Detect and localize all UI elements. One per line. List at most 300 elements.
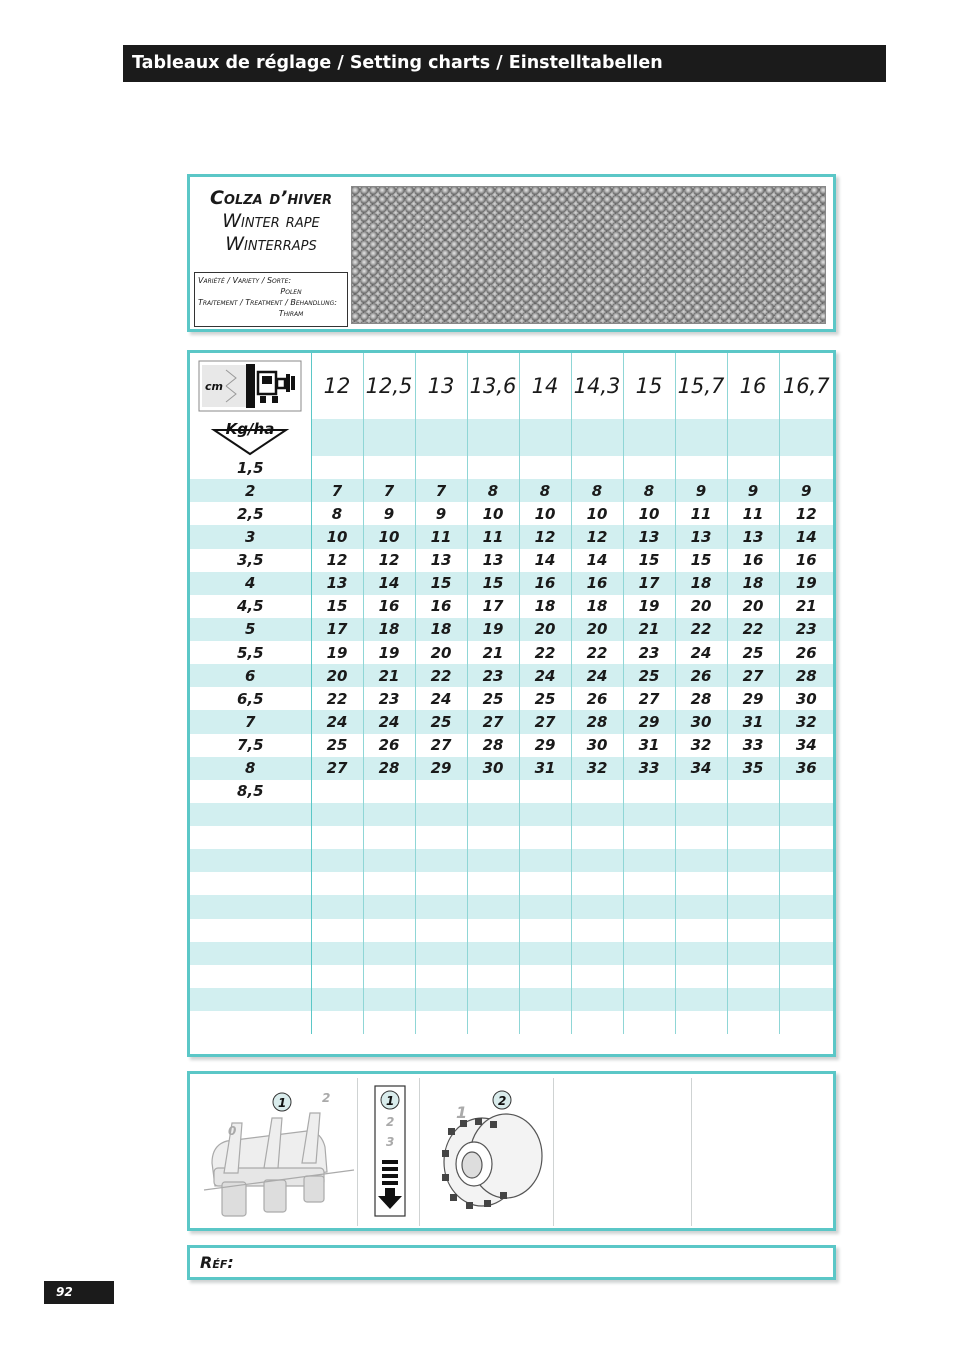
setting-value-cell: 19: [363, 641, 415, 664]
setting-value-cell: 16: [571, 572, 623, 595]
setting-value-cell: [571, 456, 623, 479]
setting-value-cell: 31: [727, 710, 779, 733]
setting-value-cell: [363, 780, 415, 803]
spacing-header-1: 12,5: [363, 353, 415, 419]
wheel-illustration: [420, 1078, 554, 1226]
setting-value-cell: 20: [571, 618, 623, 641]
setting-value-cell: [467, 919, 519, 942]
setting-value-cell: [363, 895, 415, 918]
crop-name-en: Winter rape: [222, 210, 320, 232]
setting-value-cell: [571, 780, 623, 803]
setting-value-cell: [675, 456, 727, 479]
setting-value-cell: [727, 872, 779, 895]
setting-value-cell: 25: [311, 734, 363, 757]
rate-cell: 3,5: [190, 549, 311, 572]
setting-value-cell: [623, 1011, 675, 1034]
setting-value-cell: [675, 965, 727, 988]
setting-value-cell: 19: [779, 572, 833, 595]
spacing-header-9: 16,7: [782, 374, 830, 398]
setting-value-cell: [779, 872, 833, 895]
setting-value-cell: [727, 895, 779, 918]
setting-value-cell: 24: [519, 664, 571, 687]
blank-cell: [779, 419, 833, 456]
wheel-position-1: 1: [456, 1103, 468, 1122]
crop-info-box: [194, 272, 348, 327]
setting-value-cell: 28: [467, 734, 519, 757]
setting-value-cell: [675, 895, 727, 918]
setting-value-cell: 12: [571, 525, 623, 548]
setting-value-cell: 19: [623, 595, 675, 618]
setting-value-cell: 12: [795, 504, 817, 523]
setting-value-cell: 12: [363, 549, 415, 572]
row-spacing-icon-cell: [190, 353, 311, 419]
setting-value-cell: [415, 919, 467, 942]
setting-value-cell: [623, 988, 675, 1011]
setting-value-cell: 25: [467, 687, 519, 710]
setting-value-cell: 20: [727, 595, 779, 618]
setting-value-cell: 24: [311, 710, 363, 733]
rate-cell: [190, 872, 311, 895]
tool-cell-empty-1: [554, 1078, 692, 1226]
rate-cell: [190, 895, 311, 918]
kg-ha-cell: [190, 419, 311, 456]
setting-value-cell: [675, 872, 727, 895]
setting-value-cell: 15: [623, 549, 675, 572]
reference-label: Réf:: [200, 1253, 234, 1272]
setting-value-cell: [779, 1011, 833, 1034]
setting-value-cell: 22: [311, 687, 363, 710]
setting-value-cell: [363, 942, 415, 965]
rate-cell: 2,5: [190, 502, 311, 525]
setting-value-cell: 15: [467, 572, 519, 595]
setting-value-cell: 13: [467, 549, 519, 572]
setting-value-cell: [727, 1011, 779, 1034]
setting-value-cell: 18: [519, 595, 571, 618]
setting-value-cell: [727, 965, 779, 988]
setting-value-cell: [311, 1011, 363, 1034]
blank-cell: [675, 419, 727, 456]
setting-value-cell: [467, 1011, 519, 1034]
setting-value-cell: 9: [363, 502, 415, 525]
setting-value-cell: 16: [415, 595, 467, 618]
setting-value-cell: [727, 780, 779, 803]
table-row: [190, 803, 833, 826]
setting-value-cell: 27: [623, 687, 675, 710]
setting-value-cell: 30: [571, 734, 623, 757]
setting-value-cell: 13: [623, 525, 675, 548]
setting-value-cell: 28: [571, 710, 623, 733]
table-row: [190, 479, 833, 502]
setting-value-cell: 32: [675, 734, 727, 757]
setting-value-cell: [311, 780, 363, 803]
setting-value-cell: 10: [519, 502, 571, 525]
setting-value-cell: [311, 803, 363, 826]
blank-cell: [571, 419, 623, 456]
kg-ha-label: Kg/ha: [225, 419, 275, 438]
rate-cell: 8,5: [190, 780, 311, 803]
table-row: [190, 595, 833, 618]
setting-value-cell: 18: [727, 572, 779, 595]
setting-value-cell: [623, 456, 675, 479]
setting-value-cell: 16: [795, 551, 817, 570]
blank-cell: [727, 419, 779, 456]
kg-ha-arrow-icon: [210, 420, 290, 456]
setting-chart-panel: [187, 350, 836, 1057]
setting-value-cell: [779, 965, 833, 988]
spacing-header-0: 12: [311, 353, 363, 419]
setting-value-cell: [467, 780, 519, 803]
spacing-header-4: 14: [519, 353, 571, 419]
table-row: [190, 710, 833, 733]
setting-value-cell: 18: [571, 595, 623, 618]
setting-value-cell: [571, 988, 623, 1011]
setting-value-cell: [623, 803, 675, 826]
setting-table: [190, 353, 833, 1034]
row-spacing-icon: [198, 360, 302, 412]
table-row: [190, 641, 833, 664]
setting-value-cell: 9: [675, 479, 727, 502]
setting-value-cell: 36: [779, 757, 833, 780]
setting-value-cell: 28: [363, 757, 415, 780]
setting-value-cell: [519, 895, 571, 918]
setting-value-cell: 9: [779, 479, 833, 502]
table-row: [190, 895, 833, 918]
setting-value-cell: 27: [311, 757, 363, 780]
rate-cell: [190, 803, 311, 826]
setting-value-cell: [571, 803, 623, 826]
rate-cell: [190, 988, 311, 1011]
setting-value-cell: [311, 895, 363, 918]
setting-value-cell: 20: [311, 664, 363, 687]
setting-value-cell: [571, 849, 623, 872]
setting-value-cell: 16: [363, 595, 415, 618]
setting-value-cell: [727, 919, 779, 942]
setting-value-cell: [467, 965, 519, 988]
table-row: [190, 965, 833, 988]
setting-value-cell: 8: [467, 479, 519, 502]
rate-cell: 5,5: [190, 641, 311, 664]
setting-value-cell: 10: [363, 525, 415, 548]
page-number: 92: [44, 1281, 114, 1304]
setting-value-cell: [519, 965, 571, 988]
setting-value-cell: 20: [415, 641, 467, 664]
rate-cell: 6: [190, 664, 311, 687]
rate-cell: 7,5: [190, 734, 311, 757]
setting-value-cell: 31: [519, 757, 571, 780]
setting-value-cell: 25: [415, 710, 467, 733]
setting-value-cell: 7: [415, 479, 467, 502]
crop-name-de: Winterraps: [225, 233, 317, 255]
setting-value-cell: [311, 919, 363, 942]
setting-value-cell: [467, 988, 519, 1011]
table-row: [190, 687, 833, 710]
setting-value-cell: [311, 826, 363, 849]
setting-value-cell: 8: [311, 502, 363, 525]
setting-value-cell: 30: [795, 689, 817, 708]
setting-value-cell: 16: [727, 549, 779, 572]
setting-value-cell: 7: [363, 479, 415, 502]
setting-value-cell: 23: [363, 687, 415, 710]
table-row: [190, 525, 833, 548]
setting-value-cell: [779, 826, 833, 849]
setting-value-cell: [363, 826, 415, 849]
lever-illustration: [194, 1078, 358, 1226]
setting-value-cell: [623, 895, 675, 918]
setting-value-cell: 9: [727, 479, 779, 502]
setting-value-cell: 26: [363, 734, 415, 757]
rate-cell: [190, 919, 311, 942]
table-row: [190, 456, 833, 479]
setting-value-cell: 13: [675, 525, 727, 548]
reference-panel: [187, 1245, 836, 1280]
setting-value-cell: 14: [363, 572, 415, 595]
setting-value-cell: 27: [727, 664, 779, 687]
setting-value-cell: [415, 988, 467, 1011]
setting-value-cell: [727, 826, 779, 849]
setting-value-cell: [363, 849, 415, 872]
setting-value-cell: [675, 919, 727, 942]
setting-value-cell: [311, 942, 363, 965]
setting-value-cell: 22: [519, 641, 571, 664]
setting-value-cell: 11: [415, 525, 467, 548]
setting-value-cell: [571, 826, 623, 849]
setting-value-cell: [519, 919, 571, 942]
setting-value-cell: 34: [795, 736, 817, 755]
setting-value-cell: [519, 849, 571, 872]
wheel-icon: [420, 1078, 554, 1226]
setting-value-cell: 17: [623, 572, 675, 595]
setting-value-cell: [571, 942, 623, 965]
lever-position-1: 1: [278, 1096, 287, 1110]
table-row: [190, 942, 833, 965]
setting-value-cell: [311, 965, 363, 988]
setting-value-cell: [779, 988, 833, 1011]
spacing-header-5: 14,3: [571, 353, 623, 419]
rate-cell: 4: [190, 572, 311, 595]
setting-value-cell: 21: [623, 618, 675, 641]
setting-value-cell: [311, 872, 363, 895]
table-row: [190, 734, 833, 757]
table-row: [190, 826, 833, 849]
setting-value-cell: 11: [727, 502, 779, 525]
setting-value-cell: 15: [675, 549, 727, 572]
spacing-header-row: [190, 353, 833, 419]
setting-value-cell: [519, 780, 571, 803]
setting-value-cell: [311, 988, 363, 1011]
table-row: [190, 572, 833, 595]
setting-value-cell: [623, 780, 675, 803]
setting-value-cell: [623, 919, 675, 942]
setting-value-cell: 10: [623, 502, 675, 525]
setting-value-cell: [727, 942, 779, 965]
setting-value-cell: [311, 849, 363, 872]
table-row: [190, 849, 833, 872]
setting-value-cell: [415, 826, 467, 849]
setting-value-cell: 26: [571, 687, 623, 710]
blank-cell: [623, 419, 675, 456]
variety-label: Variété / Variety / Sorte:: [198, 276, 292, 285]
setting-value-cell: [519, 942, 571, 965]
table-row: [190, 1011, 833, 1034]
setting-value-cell: 11: [675, 502, 727, 525]
setting-value-cell: 22: [675, 618, 727, 641]
setting-value-cell: 25: [727, 641, 779, 664]
setting-value-cell: [311, 456, 363, 479]
setting-value-cell: [779, 849, 833, 872]
blank-cell: [415, 419, 467, 456]
page-header: Tableaux de réglage / Setting charts / Einstelltabellen: [123, 45, 886, 82]
setting-value-cell: 14: [571, 549, 623, 572]
setting-value-cell: [779, 780, 833, 803]
setting-value-cell: [519, 826, 571, 849]
setting-value-cell: 26: [675, 664, 727, 687]
lever-icon: [194, 1078, 358, 1226]
setting-value-cell: [415, 965, 467, 988]
setting-value-cell: [779, 942, 833, 965]
setting-value-cell: 10: [571, 502, 623, 525]
table-row: [190, 780, 833, 803]
setting-value-cell: 8: [519, 479, 571, 502]
rate-cell: [190, 965, 311, 988]
setting-value-cell: 10: [467, 502, 519, 525]
setting-value-cell: 27: [467, 710, 519, 733]
setting-value-cell: [727, 803, 779, 826]
setting-value-cell: 29: [727, 687, 779, 710]
setting-value-cell: [623, 849, 675, 872]
setting-value-cell: 20: [519, 618, 571, 641]
setting-value-cell: 32: [779, 710, 833, 733]
setting-value-cell: 35: [727, 757, 779, 780]
setting-value-cell: [363, 803, 415, 826]
setting-value-cell: 17: [467, 595, 519, 618]
setting-value-cell: [675, 942, 727, 965]
rate-cell: 7: [190, 710, 311, 733]
setting-value-cell: 28: [779, 664, 833, 687]
setting-value-cell: [779, 803, 833, 826]
rate-cell: [190, 849, 311, 872]
setting-value-cell: 27: [415, 734, 467, 757]
setting-value-cell: [571, 1011, 623, 1034]
setting-value-cell: [571, 965, 623, 988]
setting-value-cell: 23: [467, 664, 519, 687]
variety-value: Polen: [280, 287, 302, 296]
setting-value-cell: 28: [675, 687, 727, 710]
setting-value-cell: [415, 456, 467, 479]
blank-cell: [467, 419, 519, 456]
setting-value-cell: 9: [415, 502, 467, 525]
setting-value-cell: 19: [311, 641, 363, 664]
setting-value-cell: 29: [519, 734, 571, 757]
table-row: [190, 757, 833, 780]
gear-selector-icon: [358, 1078, 420, 1226]
setting-value-cell: 14: [779, 525, 833, 548]
setting-value-cell: [519, 1011, 571, 1034]
setting-value-cell: 30: [675, 710, 727, 733]
blank-cell: [519, 419, 571, 456]
setting-value-cell: [467, 456, 519, 479]
setting-value-cell: [571, 919, 623, 942]
setting-value-cell: [571, 872, 623, 895]
setting-value-cell: [675, 1011, 727, 1034]
setting-value-cell: [415, 849, 467, 872]
lever-position-0: 0: [228, 1124, 237, 1138]
setting-value-cell: 24: [675, 641, 727, 664]
setting-value-cell: 13: [727, 525, 779, 548]
setting-value-cell: 12: [519, 525, 571, 548]
setting-value-cell: 21: [363, 664, 415, 687]
setting-value-cell: [519, 872, 571, 895]
rate-cell: [190, 826, 311, 849]
spacing-header-7: 15,7: [675, 353, 727, 419]
lever-position-2: 2: [322, 1091, 331, 1105]
crop-title: [196, 187, 346, 256]
setting-value-cell: 8: [571, 479, 623, 502]
setting-value-cell: [415, 942, 467, 965]
table-row: [190, 502, 833, 525]
setting-value-cell: 24: [571, 664, 623, 687]
setting-value-cell: [779, 919, 833, 942]
setting-value-cell: 22: [727, 618, 779, 641]
setting-value-cell: [467, 895, 519, 918]
setting-value-cell: 32: [571, 757, 623, 780]
blank-cell: [311, 419, 363, 456]
table-row: [190, 872, 833, 895]
crop-name-fr: Colza d’hiver: [209, 187, 333, 209]
treatment-label: Traitement / Treatment / Behandlung:: [198, 298, 337, 307]
table-row: [190, 549, 833, 572]
rate-cell: 4,5: [190, 595, 311, 618]
setting-value-cell: [467, 803, 519, 826]
setting-value-cell: [519, 456, 571, 479]
setting-value-cell: 17: [311, 618, 363, 641]
setting-value-cell: [779, 895, 833, 918]
setting-value-cell: 19: [467, 618, 519, 641]
setting-value-cell: 15: [311, 595, 363, 618]
setting-value-cell: [675, 849, 727, 872]
setting-value-cell: 11: [467, 525, 519, 548]
setting-value-cell: [363, 872, 415, 895]
rate-cell: 1,5: [190, 456, 311, 479]
setting-value-cell: 22: [415, 664, 467, 687]
spacing-header-3: 13,6: [467, 353, 519, 419]
setting-value-cell: 18: [415, 618, 467, 641]
treatment-value: Thiram: [278, 309, 304, 318]
icon-cm-label: cm: [205, 380, 224, 393]
rate-cell: 6,5: [190, 687, 311, 710]
gear-position-1: 1: [386, 1094, 395, 1108]
setting-value-cell: 22: [571, 641, 623, 664]
setting-value-cell: 10: [311, 525, 363, 548]
setting-value-cell: [675, 803, 727, 826]
setting-value-cell: 29: [415, 757, 467, 780]
setting-value-cell: 7: [311, 479, 363, 502]
setting-value-cell: 33: [623, 757, 675, 780]
setting-value-cell: 34: [675, 757, 727, 780]
setting-value-cell: [363, 1011, 415, 1034]
crop-panel: [187, 174, 836, 332]
setting-value-cell: 21: [795, 597, 817, 616]
setting-value-cell: [519, 803, 571, 826]
setting-value-cell: [363, 988, 415, 1011]
rate-cell: 2: [190, 479, 311, 502]
setting-value-cell: [675, 780, 727, 803]
seed-photo: [351, 186, 826, 324]
blank-cell: [363, 419, 415, 456]
setting-value-cell: [363, 456, 415, 479]
rate-cell: 8: [190, 757, 311, 780]
setting-value-cell: 24: [415, 687, 467, 710]
setting-value-cell: 13: [415, 549, 467, 572]
